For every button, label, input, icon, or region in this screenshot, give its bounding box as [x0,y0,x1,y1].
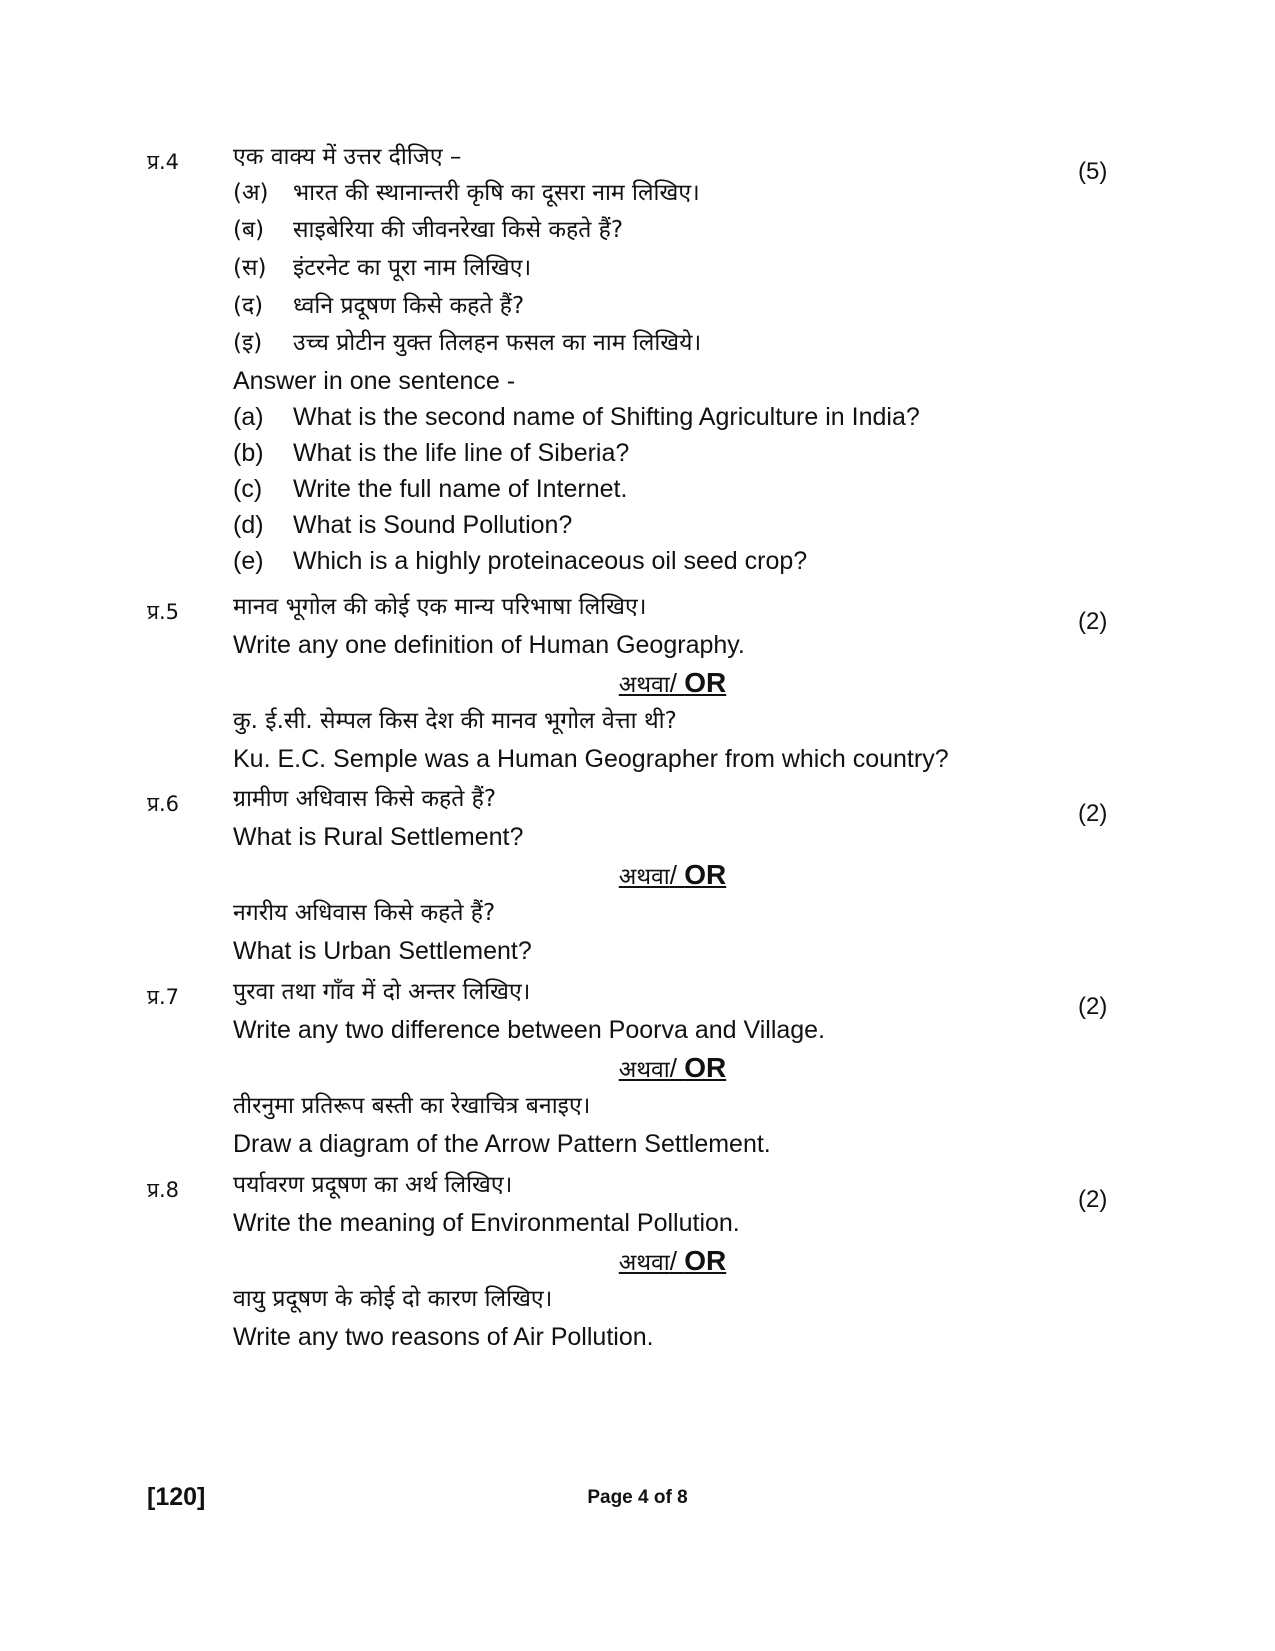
marks-q6: (2) [1078,800,1108,827]
question-number-8: प्र.8 [147,1178,179,1202]
q4-english-item: (a) What is the second name of Shifting Agriculture in India? [233,403,920,431]
q7-hindi: पुरवा तथा गाँव में दो अन्तर लिखिए। [233,979,531,1005]
q4-english-item: (e) Which is a highly proteinaceous oil seed crop? [233,547,808,575]
q8-hindi: पर्यावरण प्रदूषण का अर्थ लिखिए। [233,1172,513,1198]
q4-english-item: (c) Write the full name of Internet. [233,475,628,503]
marks-q8: (2) [1078,1186,1108,1213]
q4-english-instruction: Answer in one sentence - [233,367,516,395]
q4-english-item: (b) What is the life line of Siberia? [233,439,630,467]
question-number-6: प्र.6 [147,792,179,816]
q4-english-item: (d) What is Sound Pollution? [233,511,573,539]
marks-q7: (2) [1078,993,1108,1020]
question-number-7: प्र.7 [147,985,179,1009]
q7-alt-hindi: तीरनुमा प्रतिरूप बस्ती का रेखाचित्र बनाइए। [233,1093,591,1119]
q6-alt-hindi: नगरीय अधिवास किसे कहते हैं? [233,900,496,926]
or-divider: अथवा/ OR [618,859,727,890]
paper-code: [120] [147,1483,206,1511]
q7-alt-english: Draw a diagram of the Arrow Pattern Settlement. [233,1130,771,1158]
marks-q5: (2) [1078,608,1108,635]
q5-alt-english: Ku. E.C. Semple was a Human Geographer from which country? [233,745,949,773]
question-number-5: प्र.5 [147,600,179,624]
q8-alt-hindi: वायु प्रदूषण के कोई दो कारण लिखिए। [233,1286,553,1312]
q4-hindi-item: (ब) साइबेरिया की जीवनरेखा किसे कहते हैं? [233,217,624,243]
q8-english: Write the meaning of Environmental Pollution. [233,1209,740,1237]
page-number: Page 4 of 8 [587,1487,688,1508]
q5-alt-hindi: कु. ई.सी. सेम्पल किस देश की मानव भूगोल वेत्ता थी? [233,708,677,734]
q6-english: What is Rural Settlement? [233,823,524,851]
or-divider: अथवा/ OR [618,1052,727,1083]
q6-hindi: ग्रामीण अधिवास किसे कहते हैं? [233,786,497,812]
q4-hindi-item: (स) इंटरनेट का पूरा नाम लिखिए। [233,255,532,281]
marks-q4: (5) [1078,158,1108,185]
q4-hindi-instruction: एक वाक्य में उत्तर दीजिए – [233,144,462,170]
question-number-4: प्र.4 [147,150,179,174]
q4-hindi-item: (द) ध्वनि प्रदूषण किसे कहते हैं? [233,293,525,319]
q5-hindi: मानव भूगोल की कोई एक मान्य परिभाषा लिखिए। [233,594,647,620]
q8-alt-english: Write any two reasons of Air Pollution. [233,1323,654,1351]
or-divider: अथवा/ OR [618,667,727,698]
q5-english: Write any one definition of Human Geography. [233,631,745,659]
q6-alt-english: What is Urban Settlement? [233,937,532,965]
q4-hindi-item: (अ) भारत की स्थानान्तरी कृषि का दूसरा नाम लिखिए। [233,180,700,206]
or-divider: अथवा/ OR [618,1245,727,1276]
q4-hindi-item: (इ) उच्च प्रोटीन युक्त तिलहन फसल का नाम लिखिये। [233,330,702,356]
q7-english: Write any two difference between Poorva and Village. [233,1016,826,1044]
